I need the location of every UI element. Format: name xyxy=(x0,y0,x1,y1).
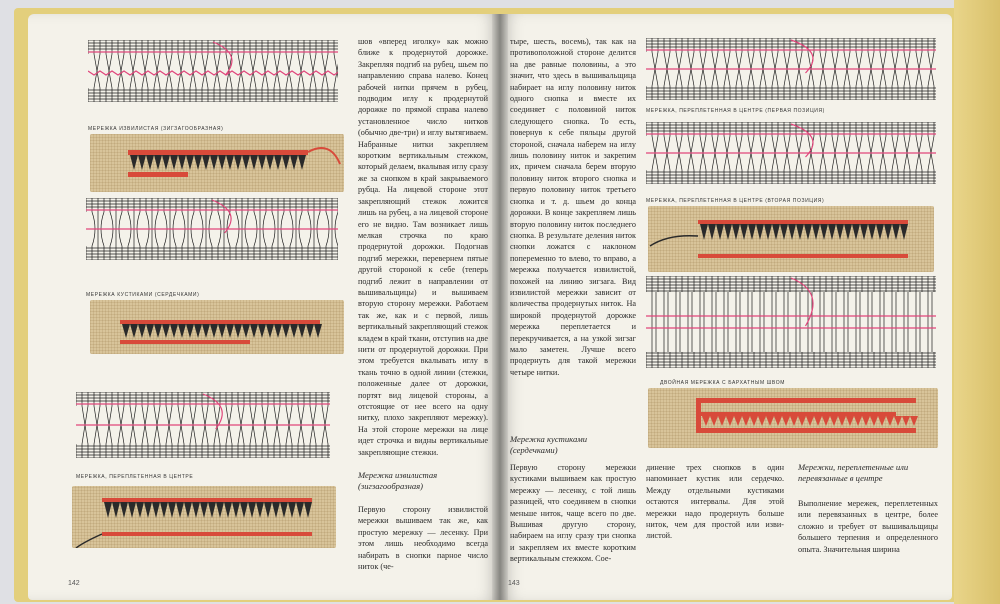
photo-double-sample xyxy=(648,388,938,448)
crossed-2-grid-diagram xyxy=(646,122,936,184)
bushes-grid-diagram xyxy=(86,198,338,260)
zigzag-stitch-sample xyxy=(90,134,344,192)
caption-bushes: МЕРЕЖКА КУСТИКАМИ (СЕРДЕЧКАМИ) xyxy=(86,292,200,298)
diagram-crossed xyxy=(76,392,330,458)
book-gutter xyxy=(492,14,508,600)
double-stitch-sample xyxy=(648,388,938,448)
right-page-number: 143 xyxy=(508,580,520,587)
bushes-stitch-sample xyxy=(90,300,344,354)
right-column-text-2 xyxy=(510,462,636,580)
right-paragraph-4: Выполнение мережек, переплетенных или перевязанных в центре, более сложно и требует от вышивальщицы большего терпения и определенного опыта. Значительная ширина xyxy=(798,499,938,554)
photo-zigzag-sample xyxy=(90,134,344,192)
left-paragraph-2: Первую сторону извилистой мережки вышиваем так же, как простую мережку — лесенку. При этом лишь необходимо всегда набирать в снопки парное число ниток (че- xyxy=(358,505,488,572)
right-page xyxy=(500,14,952,600)
right-paragraph-1: тыре, шесть, восемь), так как на противоположной стороне делится на две равные половины, а это значит, что здесь в вышивальщица набирает на иглу половину ниток одного снопка и вместе их соединяет с половиной ниток следующего снопка. То есть, повернув к себе пяльцы другой стороной, сначала наберем на иглу лишь половину ниток и закрепим их, причем сначала берем вторую половину ниток второго снопка и первую половину ниток третьего снопка и т. д. шьем до конца дорожки. В конце закрепляем лишь вторую половину ниток последнего снопка. В результате деления ниток снопки ложатся с наклоном попеременно то влево, то вправо, а мережка получается извилистой, похожей на линию зигзага. Вид извилистой мережки зависит от количества продернутых ниток. На широкой продернутой дорожке мережка переплетается и перекручивается, а на узкой зигзаг мало заметен. Лучше всего продернуть для такой мережки четыре нитки. xyxy=(510,37,636,377)
photo-crossed-sample xyxy=(72,486,336,548)
crossed-grid-diagram xyxy=(76,392,330,458)
diagram-bushes xyxy=(86,198,338,260)
caption-crossed-2: МЕРЕЖКА, ПЕРЕПЛЕТЕННАЯ В ЦЕНТРЕ (ВТОРАЯ ПОЗИЦИЯ) xyxy=(646,198,825,204)
zigzag-grid-diagram xyxy=(88,40,338,102)
left-page xyxy=(28,14,500,600)
crossed-1-grid-diagram xyxy=(646,38,936,100)
double-grid-diagram xyxy=(646,276,936,368)
right-column-text xyxy=(510,36,636,434)
diagram-double xyxy=(646,276,936,368)
right-column-text-3 xyxy=(646,462,784,578)
diagram-zigzag xyxy=(88,40,338,102)
photo-bushes-sample xyxy=(90,300,344,354)
right-column-text-4 xyxy=(798,498,938,578)
left-column-text xyxy=(358,36,488,466)
book-cover-edge xyxy=(954,0,1000,604)
left-column-text-2 xyxy=(358,504,488,576)
caption-crossed-1: МЕРЕЖКА, ПЕРЕПЛЕТЕННАЯ В ЦЕНТРЕ (ПЕРВАЯ ПОЗИЦИЯ) xyxy=(646,108,825,114)
crossed-right-stitch-sample xyxy=(648,206,934,272)
caption-zigzag: МЕРЕЖКА ИЗВИЛИСТАЯ (ЗИГЗАГООБРАЗНАЯ) xyxy=(88,126,224,132)
caption-double: ДВОЙНАЯ МЕРЕЖКА С БАРХАТНЫМ ШВОМ xyxy=(660,380,785,386)
left-subhead: Мережка извилистая (зигзагообразная) xyxy=(358,470,438,492)
left-paragraph-1: шов «вперед иголку» как можно ближе к продернутой дорожке. Закрепляя подгиб на рубец, шьем по направлению справа налево. Конец рабочей нитки прячем в рубец, подводим иглу к продернутой дорожке по прямой справа налево установленное число нитков (обычно две-три) и иглу вытягиваем. Набранные нитки закрепляем коротким вертикальным стежком, который делаем, вкалывая иглу сразу же за снопком в край закрываемого рубца. На лицевой стороне этот закрепляющий стежок ложится лишь на рубец, а на лицевой стороне его не видно. Там возникает лишь мелкая строчка по краю продернутой дорожки. Подогнав подгиб мережки, перевернем пятые другой стороной к себе (теперь подгиб лежит в направлении от вышивальщицы) и вышиваем вторую сторону мережки. Работаем так же, как и с первой, лишь вертикальный закрепляющий стежок кладем в край ткани, отступив на две нити от продернутой дорожки. При этом требуется вкалывать иглу в ткань точно в одной линии (стежки, положенные далее от дорожки, портят вид лицевой стороны, а отстоящие от нее всего на одну нитку, плохо закрепляют мережку). На этой стороне мережки на лице идет строчка и видны вертикальные закрепляющие стежки. xyxy=(358,37,488,457)
diagram-crossed-1 xyxy=(646,38,936,100)
diagram-crossed-2 xyxy=(646,122,936,184)
crossed-stitch-sample xyxy=(72,486,336,548)
right-paragraph-2: Первую сторону мережки кустиками вышиваем как простую мережку — лесенку, с той лишь разницей, что соединяем в снопки меньше ниток, чаще всего по две. Вышивая другую сторону, набираем на иглу сразу три снопка и закрепляем их вместе коротким вертикальным стежком. Сое- xyxy=(510,463,636,564)
right-subhead: Мережка кустиками (сердечками) xyxy=(510,434,588,456)
caption-crossed: МЕРЕЖКА, ПЕРЕПЛЕТЕННАЯ В ЦЕНТРЕ xyxy=(76,474,194,480)
right-subhead-2: Мережки, переплетенные или перевязанные в центре xyxy=(798,462,909,484)
left-page-number: 142 xyxy=(68,580,80,587)
photo-crossed-sample-right xyxy=(648,206,934,272)
right-paragraph-3: динение трех снопков в один напоминает кустик или сердечко. Между отдельными кустиками остаются интервалы. Для этой мережки надо продернуть больше ниток, чем для простой или извилистой. xyxy=(646,463,784,541)
